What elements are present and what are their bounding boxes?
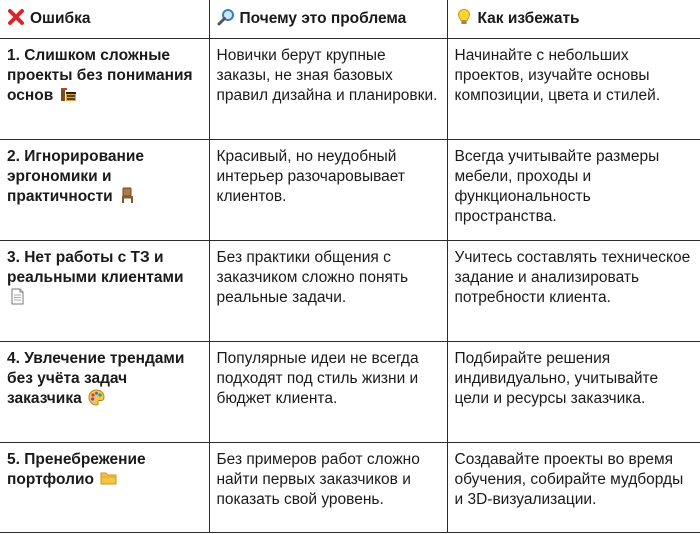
why-cell: Популярные идеи не всегда подходят под стиль жизни и бюджет клиента. bbox=[209, 342, 447, 443]
table-row bbox=[0, 443, 700, 533]
document-icon bbox=[9, 288, 26, 305]
table-header-row bbox=[0, 0, 700, 39]
table-row bbox=[0, 39, 700, 140]
header-why: Почему это проблема bbox=[209, 0, 447, 39]
construction-icon bbox=[60, 86, 77, 103]
light-bulb-icon bbox=[455, 8, 473, 26]
palette-icon bbox=[88, 389, 105, 406]
mistake-cell: 4. Увлечение трендами без учёта задач заказчика bbox=[0, 342, 209, 443]
chair-icon bbox=[119, 187, 136, 204]
how-cell: Учитесь составлять техническое задание и анализировать потребности клиента. bbox=[447, 241, 700, 342]
how-cell: Начинайте с небольших проектов, изучайте основы композиции, цвета и стилей. bbox=[447, 39, 700, 140]
mistake-cell: 3. Нет работы с ТЗ и реальными клиентами bbox=[0, 241, 209, 342]
mistake-cell: 2. Игнорирование эргономики и практичности bbox=[0, 140, 209, 241]
why-cell: Новички берут крупные заказы, не зная базовых правил дизайна и планировки. bbox=[209, 39, 447, 140]
how-cell: Подбирайте решения индивидуально, учитывайте цели и ресурсы заказчика. bbox=[447, 342, 700, 443]
mistake-cell: 1. Слишком сложные проекты без понимания основ bbox=[0, 39, 209, 140]
table-row bbox=[0, 140, 700, 241]
magnifier-icon bbox=[217, 8, 235, 26]
table-row bbox=[0, 342, 700, 443]
header-how: Как избежать bbox=[447, 0, 700, 39]
why-cell: Красивый, но неудобный интерьер разочаровывает клиентов. bbox=[209, 140, 447, 241]
folder-icon bbox=[100, 470, 117, 487]
why-cell: Без примеров работ сложно найти первых заказчиков и показать свой уровень. bbox=[209, 443, 447, 533]
table-row bbox=[0, 241, 700, 342]
how-cell: Создавайте проекты во время обучения, собирайте мудборды и 3D-визуализации. bbox=[447, 443, 700, 533]
how-cell: Всегда учитывайте размеры мебели, проходы и функциональность пространства. bbox=[447, 140, 700, 241]
cross-mark-icon bbox=[7, 8, 25, 26]
why-cell: Без практики общения с заказчиком сложно понять реальные задачи. bbox=[209, 241, 447, 342]
mistake-cell: 5. Пренебрежение портфолио bbox=[0, 443, 209, 533]
header-mistake: Ошибка bbox=[0, 0, 209, 39]
